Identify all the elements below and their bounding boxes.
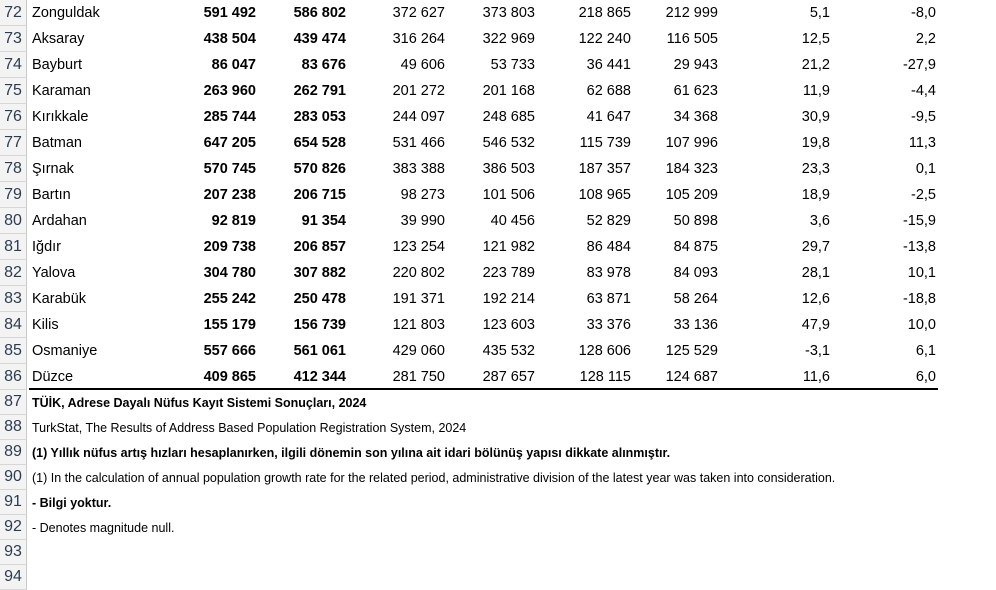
province-cell[interactable]: Karabük: [32, 291, 87, 307]
urban-2023-cell[interactable]: 201 168: [482, 83, 535, 99]
total-2023-cell[interactable]: 586 802: [293, 5, 346, 21]
rural-2023-cell[interactable]: 212 999: [665, 5, 718, 21]
row-header[interactable]: 75: [0, 78, 27, 104]
growth-rural-cell[interactable]: -4,4: [911, 83, 936, 99]
growth-rural-cell[interactable]: 11,3: [908, 135, 936, 151]
growth-rural-cell[interactable]: -18,8: [902, 291, 936, 307]
rural-2024-cell[interactable]: 36 441: [586, 57, 631, 73]
total-2023-cell[interactable]: 206 715: [293, 187, 346, 203]
total-2024-cell[interactable]: 409 865: [203, 369, 256, 385]
growth-rural-cell[interactable]: 10,1: [907, 265, 936, 281]
note-text[interactable]: (1) In the calculation of annual population growth rate for the related period, administrative division of the latest year was taken into consideration.: [32, 470, 836, 485]
province-cell[interactable]: Kilis: [32, 317, 59, 333]
rural-2023-cell[interactable]: 184 323: [665, 161, 718, 177]
total-2023-cell[interactable]: 412 344: [293, 369, 346, 385]
province-cell[interactable]: Şırnak: [32, 161, 74, 177]
urban-2024-cell[interactable]: 191 371: [392, 291, 445, 307]
urban-2023-cell[interactable]: 101 506: [482, 187, 535, 203]
row-header[interactable]: 83: [0, 286, 27, 312]
rural-2024-cell[interactable]: 52 829: [586, 213, 631, 229]
total-2024-cell[interactable]: 86 047: [211, 57, 256, 73]
note-row: [0, 390, 996, 415]
growth-total-cell[interactable]: 18,9: [801, 187, 830, 203]
rural-2023-cell[interactable]: 84 875: [673, 239, 718, 255]
rural-2024-cell[interactable]: 33 376: [586, 317, 631, 333]
urban-2023-cell[interactable]: 435 532: [482, 343, 535, 359]
total-2024-cell[interactable]: 263 960: [203, 83, 256, 99]
table-row: [0, 312, 996, 338]
table-row: [0, 182, 996, 208]
rural-2023-cell[interactable]: 29 943: [673, 57, 718, 73]
rural-2024-cell[interactable]: 63 871: [586, 291, 631, 307]
row-header[interactable]: 77: [0, 130, 27, 156]
urban-2023-cell[interactable]: 192 214: [482, 291, 535, 307]
rural-2024-cell[interactable]: 115 739: [579, 135, 631, 151]
growth-rural-cell[interactable]: -13,8: [902, 239, 936, 255]
urban-2024-cell[interactable]: 39 990: [400, 213, 445, 229]
row-header[interactable]: 72: [0, 0, 27, 26]
urban-2024-cell[interactable]: 372 627: [392, 5, 445, 21]
total-2023-cell[interactable]: 439 474: [293, 31, 346, 47]
growth-rural-cell[interactable]: -9,5: [911, 109, 936, 125]
note-text[interactable]: - Denotes magnitude null.: [32, 520, 175, 535]
note-row: [0, 465, 996, 490]
urban-2023-cell[interactable]: 40 456: [490, 213, 535, 229]
growth-total-cell[interactable]: -3,1: [805, 343, 830, 359]
rural-2024-cell[interactable]: 122 240: [578, 31, 631, 47]
rural-2023-cell[interactable]: 33 136: [673, 317, 718, 333]
urban-2024-cell[interactable]: 49 606: [400, 57, 445, 73]
note-row: [0, 515, 996, 540]
province-cell[interactable]: Ardahan: [32, 213, 87, 229]
province-cell[interactable]: Yalova: [32, 265, 76, 281]
urban-2023-cell[interactable]: 223 789: [482, 265, 535, 281]
growth-rural-cell[interactable]: -2,5: [911, 187, 936, 203]
urban-2023-cell[interactable]: 373 803: [482, 5, 535, 21]
urban-2023-cell[interactable]: 322 969: [482, 31, 535, 47]
province-cell[interactable]: Batman: [32, 135, 82, 151]
total-2024-cell[interactable]: 647 205: [203, 135, 256, 151]
row-header[interactable]: 89: [0, 440, 27, 465]
rural-2024-cell[interactable]: 218 865: [578, 5, 631, 21]
row-header[interactable]: 90: [0, 465, 27, 490]
total-2023-cell[interactable]: 83 676: [301, 57, 346, 73]
urban-2024-cell[interactable]: 244 097: [392, 109, 445, 125]
total-2024-cell[interactable]: 570 745: [203, 161, 256, 177]
urban-2024-cell[interactable]: 429 060: [392, 343, 445, 359]
note-row: [0, 415, 996, 440]
growth-total-cell[interactable]: 11,6: [802, 369, 830, 385]
note-row: [0, 565, 996, 590]
total-2024-cell[interactable]: 92 819: [211, 213, 256, 229]
rural-2023-cell[interactable]: 105 209: [665, 187, 718, 203]
province-cell[interactable]: Aksaray: [32, 31, 85, 47]
row-header[interactable]: 76: [0, 104, 27, 130]
table-row: [0, 260, 996, 286]
total-2024-cell[interactable]: 255 242: [203, 291, 256, 307]
row-header[interactable]: 87: [0, 390, 27, 415]
table-row: [0, 338, 996, 364]
urban-2024-cell[interactable]: 201 272: [392, 83, 445, 99]
note-row: [0, 440, 996, 465]
growth-total-cell[interactable]: 11,9: [802, 83, 830, 99]
row-header[interactable]: 81: [0, 234, 27, 260]
total-2023-cell[interactable]: 156 739: [293, 317, 346, 333]
province-cell[interactable]: Bayburt: [32, 57, 82, 73]
province-cell[interactable]: Düzce: [32, 369, 74, 385]
table-row: [0, 104, 996, 130]
total-2024-cell[interactable]: 155 179: [203, 317, 256, 333]
rural-2023-cell[interactable]: 116 505: [666, 31, 718, 47]
table-row: [0, 156, 996, 182]
table-row: [0, 208, 996, 234]
rural-2023-cell[interactable]: 34 368: [673, 109, 718, 125]
province-cell[interactable]: Iğdır: [32, 239, 62, 255]
rural-2023-cell[interactable]: 107 996: [665, 135, 718, 151]
table-row: [0, 0, 996, 26]
table-row: [0, 52, 996, 78]
growth-total-cell[interactable]: 30,9: [801, 109, 830, 125]
row-header[interactable]: 88: [0, 415, 27, 440]
growth-rural-cell[interactable]: 6,1: [915, 343, 936, 359]
row-header[interactable]: 84: [0, 312, 27, 338]
row-header[interactable]: 94: [0, 565, 27, 590]
growth-total-cell[interactable]: 19,8: [801, 135, 830, 151]
urban-2023-cell[interactable]: 121 982: [482, 239, 535, 255]
urban-2024-cell[interactable]: 531 466: [392, 135, 445, 151]
urban-2023-cell[interactable]: 53 733: [490, 57, 535, 73]
urban-2024-cell[interactable]: 123 254: [392, 239, 445, 255]
province-cell[interactable]: Kırıkkale: [32, 109, 89, 125]
note-text[interactable]: TurkStat, The Results of Address Based Population Registration System, 2024: [32, 420, 467, 435]
rural-2024-cell[interactable]: 41 647: [586, 109, 631, 125]
row-header[interactable]: 79: [0, 182, 27, 208]
rural-2024-cell[interactable]: 187 357: [578, 161, 631, 177]
row-header[interactable]: 74: [0, 52, 27, 78]
urban-2024-cell[interactable]: 220 802: [392, 265, 445, 281]
note-row: [0, 490, 996, 515]
growth-rural-cell[interactable]: 10,0: [907, 317, 936, 333]
urban-2023-cell[interactable]: 287 657: [482, 369, 535, 385]
total-2024-cell[interactable]: 557 666: [203, 343, 256, 359]
total-2023-cell[interactable]: 307 882: [293, 265, 346, 281]
rural-2024-cell[interactable]: 128 606: [578, 343, 631, 359]
table-row: [0, 78, 996, 104]
table-row: [0, 130, 996, 156]
rural-2024-cell[interactable]: 83 978: [586, 265, 631, 281]
row-header[interactable]: 80: [0, 208, 27, 234]
total-2024-cell[interactable]: 591 492: [203, 5, 256, 21]
province-cell[interactable]: Osmaniye: [32, 343, 98, 359]
table-row: [0, 364, 996, 390]
rural-2023-cell[interactable]: 58 264: [673, 291, 718, 307]
note-text[interactable]: - Bilgi yoktur.: [32, 495, 112, 510]
province-cell[interactable]: Karaman: [32, 83, 91, 99]
urban-2024-cell[interactable]: 281 750: [392, 369, 445, 385]
urban-2024-cell[interactable]: 121 803: [392, 317, 445, 333]
growth-total-cell[interactable]: 5,1: [809, 5, 830, 21]
total-2024-cell[interactable]: 438 504: [203, 31, 256, 47]
growth-rural-cell[interactable]: -15,9: [902, 213, 936, 229]
row-header[interactable]: 93: [0, 540, 27, 565]
urban-2023-cell[interactable]: 248 685: [482, 109, 535, 125]
total-2023-cell[interactable]: 570 826: [293, 161, 346, 177]
growth-total-cell[interactable]: 21,2: [801, 57, 830, 73]
note-row: [0, 540, 996, 565]
row-header[interactable]: 82: [0, 260, 27, 286]
urban-2024-cell[interactable]: 383 388: [392, 161, 445, 177]
note-text[interactable]: (1) Yıllık nüfus artış hızları hesaplanırken, ilgili dönemin son yılına ait idari bölünüş yapısı dikkate alınmıştır.: [32, 445, 671, 460]
table-row: [0, 234, 996, 260]
province-cell[interactable]: Bartın: [32, 187, 71, 203]
growth-total-cell[interactable]: 23,3: [801, 161, 830, 177]
total-2023-cell[interactable]: 262 791: [293, 83, 346, 99]
province-cell[interactable]: Zonguldak: [32, 5, 100, 21]
rural-2023-cell[interactable]: 124 687: [665, 369, 718, 385]
row-header[interactable]: 78: [0, 156, 27, 182]
urban-2024-cell[interactable]: 316 264: [392, 31, 445, 47]
table-bottom-border: [29, 388, 938, 390]
row-header[interactable]: 86: [0, 364, 27, 390]
rural-2023-cell[interactable]: 125 529: [665, 343, 718, 359]
note-text[interactable]: TÜİK, Adrese Dayalı Nüfus Kayıt Sistemi Sonuçları, 2024: [32, 395, 367, 410]
rural-2023-cell[interactable]: 61 623: [673, 83, 718, 99]
growth-total-cell[interactable]: 12,5: [801, 31, 830, 47]
rural-2024-cell[interactable]: 128 115: [579, 369, 631, 385]
row-header[interactable]: 73: [0, 26, 27, 52]
total-2024-cell[interactable]: 209 738: [203, 239, 256, 255]
growth-total-cell[interactable]: 3,6: [809, 213, 830, 229]
row-header[interactable]: 91: [0, 490, 27, 515]
growth-total-cell[interactable]: 47,9: [801, 317, 830, 333]
total-2024-cell[interactable]: 304 780: [203, 265, 256, 281]
growth-rural-cell[interactable]: -27,9: [902, 57, 936, 73]
total-2024-cell[interactable]: 207 238: [203, 187, 256, 203]
total-2023-cell[interactable]: 283 053: [293, 109, 346, 125]
total-2024-cell[interactable]: 285 744: [203, 109, 256, 125]
total-2023-cell[interactable]: 654 528: [293, 135, 346, 151]
growth-total-cell[interactable]: 29,7: [801, 239, 830, 255]
table-row: [0, 26, 996, 52]
growth-rural-cell[interactable]: -8,0: [911, 5, 936, 21]
total-2023-cell[interactable]: 250 478: [293, 291, 346, 307]
total-2023-cell[interactable]: 206 857: [293, 239, 346, 255]
total-2023-cell[interactable]: 561 061: [293, 343, 346, 359]
urban-2023-cell[interactable]: 386 503: [482, 161, 535, 177]
growth-total-cell[interactable]: 12,6: [801, 291, 830, 307]
urban-2023-cell[interactable]: 546 532: [482, 135, 535, 151]
urban-2023-cell[interactable]: 123 603: [482, 317, 535, 333]
urban-2024-cell[interactable]: 98 273: [400, 187, 445, 203]
rural-2023-cell[interactable]: 84 093: [673, 265, 718, 281]
growth-rural-cell[interactable]: 0,1: [915, 161, 936, 177]
row-header[interactable]: 85: [0, 338, 27, 364]
rural-2024-cell[interactable]: 86 484: [586, 239, 631, 255]
rural-2024-cell[interactable]: 108 965: [578, 187, 631, 203]
total-2023-cell[interactable]: 91 354: [301, 213, 346, 229]
table-row: [0, 286, 996, 312]
growth-rural-cell[interactable]: 2,2: [915, 31, 936, 47]
rural-2023-cell[interactable]: 50 898: [673, 213, 718, 229]
rural-2024-cell[interactable]: 62 688: [586, 83, 631, 99]
row-header[interactable]: 92: [0, 515, 27, 540]
growth-total-cell[interactable]: 28,1: [801, 265, 830, 281]
growth-rural-cell[interactable]: 6,0: [915, 369, 936, 385]
